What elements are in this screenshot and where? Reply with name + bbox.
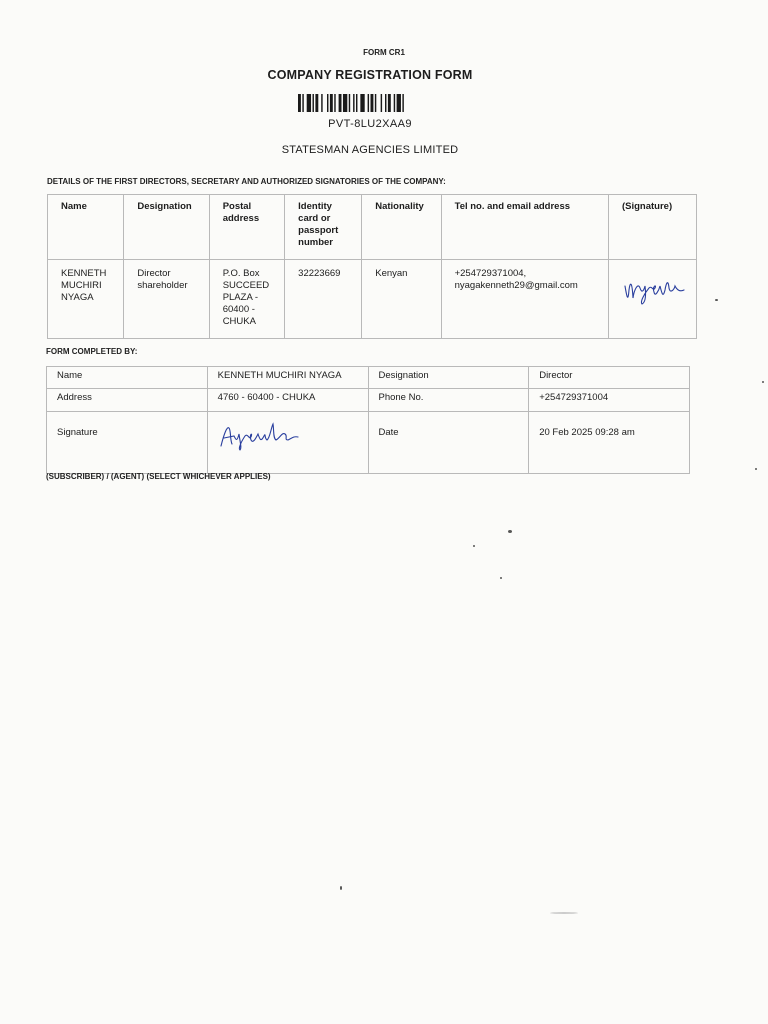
barcode-bar xyxy=(343,94,347,112)
barcode-bar xyxy=(313,94,314,112)
barcode-bar xyxy=(302,94,303,112)
scan-speck xyxy=(762,381,764,383)
subscriber-agent-note: (SUBSCRIBER) / (AGENT) (SELECT WHICHEVER APPLIES) xyxy=(46,472,271,481)
director-postal-address: P.O. Box SUCCEED PLAZA - 60400 - CHUKA xyxy=(209,260,284,339)
directors-table-header xyxy=(48,195,697,260)
barcode-bar xyxy=(298,94,301,112)
barcode-bar xyxy=(368,94,369,112)
director-id-number: 32223669 xyxy=(285,260,362,339)
form-title: COMPANY REGISTRATION FORM xyxy=(267,68,473,82)
column-header: Designation xyxy=(124,195,209,260)
phone-value: +254729371004 xyxy=(529,389,690,412)
director-nationality: Kenyan xyxy=(362,260,441,339)
scan-speck xyxy=(550,912,578,914)
barcode-bar xyxy=(353,94,354,112)
director-name: KENNETH MUCHIRI NYAGA xyxy=(48,260,124,339)
phone-label: Phone No. xyxy=(368,389,529,412)
name-label: Name xyxy=(47,367,208,389)
column-header: Identity card or passport number xyxy=(285,195,362,260)
completed-by-table xyxy=(46,366,690,474)
barcode-bar xyxy=(339,94,342,112)
column-header: (Signature) xyxy=(608,195,696,260)
barcode-bar xyxy=(307,94,311,112)
scan-speck xyxy=(755,468,757,470)
handwritten-signature xyxy=(622,268,688,308)
name-value: KENNETH MUCHIRI NYAGA xyxy=(207,367,368,389)
barcode-bar xyxy=(375,94,376,112)
barcode-bar xyxy=(402,94,403,112)
barcode-bar xyxy=(388,94,391,112)
director-phone: +254729371004, xyxy=(454,268,527,279)
barcode-bar xyxy=(349,94,350,112)
column-header: Postal address xyxy=(209,195,284,260)
registration-reference: PVT-8LU2XAA9 xyxy=(328,118,412,130)
column-header: Nationality xyxy=(362,195,441,260)
scan-speck xyxy=(473,545,475,547)
form-code: FORM CR1 xyxy=(363,48,405,57)
barcode-bar xyxy=(385,94,386,112)
address-value: 4760 - 60400 - CHUKA xyxy=(207,389,368,412)
signature-cell xyxy=(207,412,368,474)
column-header: Tel no. and email address xyxy=(441,195,608,260)
date-value: 20 Feb 2025 09:28 am xyxy=(529,412,690,474)
barcode-bar xyxy=(356,94,357,112)
director-designation: Director shareholder xyxy=(124,260,209,339)
company-name: STATESMAN AGENCIES LIMITED xyxy=(281,144,459,156)
barcode-bar xyxy=(334,94,335,112)
designation-value: Director xyxy=(529,367,690,389)
table-row xyxy=(47,389,690,412)
barcode-bar xyxy=(394,94,395,112)
barcode-bar xyxy=(360,94,364,112)
barcode-bar xyxy=(397,94,401,112)
directors-table xyxy=(47,194,697,339)
handwritten-signature xyxy=(218,416,308,452)
signature-label: Signature xyxy=(47,412,208,474)
directors-section-label: DETAILS OF THE FIRST DIRECTORS, SECRETARY AND AUTHORIZED SIGNATORIES OF THE COMPANY: xyxy=(47,177,446,186)
director-signature-cell xyxy=(608,260,696,339)
scan-speck xyxy=(340,886,342,890)
barcode-bar xyxy=(327,94,328,112)
address-label: Address xyxy=(47,389,208,412)
barcode-bar xyxy=(315,94,318,112)
table-row xyxy=(47,367,690,389)
barcode-image xyxy=(298,94,440,112)
barcode-bar xyxy=(381,94,382,112)
designation-label: Designation xyxy=(368,367,529,389)
table-row xyxy=(48,260,697,339)
director-email: nyagakenneth29@gmail.com xyxy=(454,280,578,291)
director-contact xyxy=(441,260,608,339)
barcode-bar xyxy=(371,94,374,112)
completed-by-label: FORM COMPLETED BY: xyxy=(46,347,138,356)
barcode-bar xyxy=(321,94,322,112)
scan-speck xyxy=(715,299,718,301)
date-label: Date xyxy=(368,412,529,474)
scan-speck xyxy=(508,530,512,533)
column-header: Name xyxy=(48,195,124,260)
table-row xyxy=(47,412,690,474)
scan-speck xyxy=(500,577,502,579)
barcode-bar xyxy=(330,94,333,112)
